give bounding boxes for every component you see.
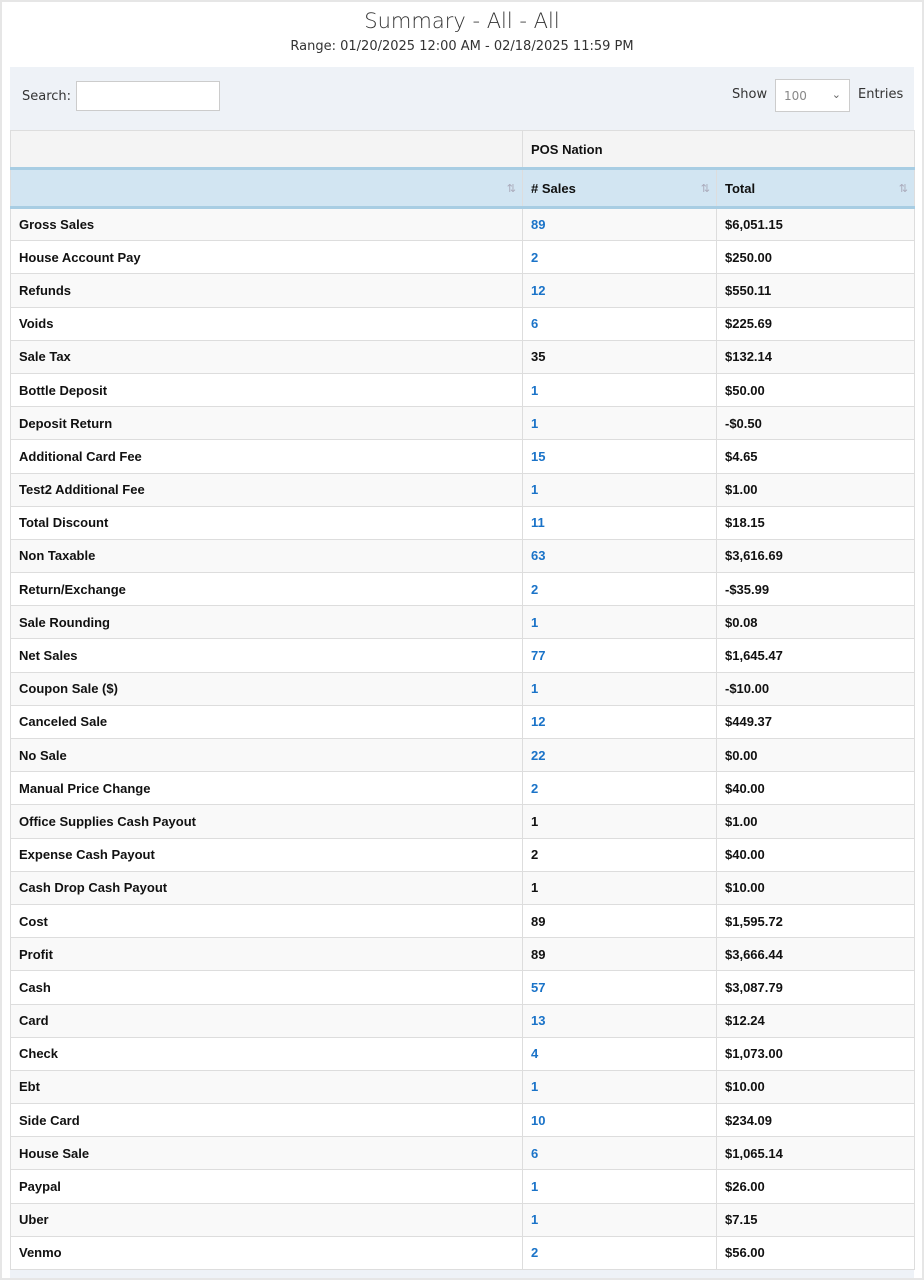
sales-count-link[interactable]: 2 xyxy=(523,241,717,274)
sales-count-link[interactable]: 77 xyxy=(523,639,717,672)
sales-count-link[interactable]: 2 xyxy=(523,772,717,805)
row-label: Ebt xyxy=(11,1070,523,1103)
row-total: $1,595.72 xyxy=(717,904,915,937)
sales-count: 89 xyxy=(523,938,717,971)
sales-count-link[interactable]: 6 xyxy=(523,307,717,340)
page-title: Summary - All - All xyxy=(364,9,560,33)
row-total: -$0.50 xyxy=(717,407,915,440)
sales-count-link[interactable]: 1 xyxy=(523,1170,717,1203)
row-label: Refunds xyxy=(11,274,523,307)
row-total: $0.00 xyxy=(717,739,915,772)
sales-count-link[interactable]: 1 xyxy=(523,672,717,705)
row-total: $1,073.00 xyxy=(717,1037,915,1070)
table-row xyxy=(11,639,915,672)
row-label: Gross Sales xyxy=(11,208,523,241)
row-label: House Sale xyxy=(11,1137,523,1170)
table-row xyxy=(11,407,915,440)
table-row xyxy=(11,1004,915,1037)
row-label: Net Sales xyxy=(11,639,523,672)
row-total: $449.37 xyxy=(717,705,915,738)
row-total: $18.15 xyxy=(717,506,915,539)
row-label: Uber xyxy=(11,1203,523,1236)
sales-count-link[interactable]: 11 xyxy=(523,506,717,539)
row-label: Paypal xyxy=(11,1170,523,1203)
table-row xyxy=(11,241,915,274)
row-total: -$35.99 xyxy=(717,573,915,606)
sales-count-link[interactable]: 4 xyxy=(523,1037,717,1070)
table-row xyxy=(11,1170,915,1203)
table-row xyxy=(11,506,915,539)
row-total: $40.00 xyxy=(717,838,915,871)
row-label: Non Taxable xyxy=(11,539,523,572)
row-label: Canceled Sale xyxy=(11,705,523,738)
table-row xyxy=(11,573,915,606)
table-row xyxy=(11,938,915,971)
table-row xyxy=(11,1037,915,1070)
table-row xyxy=(11,606,915,639)
sales-count: 1 xyxy=(523,805,717,838)
row-total: $0.08 xyxy=(717,606,915,639)
table-row xyxy=(11,971,915,1004)
row-label: Manual Price Change xyxy=(11,772,523,805)
table-row xyxy=(11,1070,915,1103)
sales-count-link[interactable]: 13 xyxy=(523,1004,717,1037)
row-total: $225.69 xyxy=(717,307,915,340)
row-label: Cash xyxy=(11,971,523,1004)
row-total: $3,616.69 xyxy=(717,539,915,572)
date-range: Range: 01/20/2025 12:00 AM - 02/18/2025 11:59 PM xyxy=(290,39,634,54)
row-total: $3,666.44 xyxy=(717,938,915,971)
row-label: Voids xyxy=(11,307,523,340)
sales-count-link[interactable]: 15 xyxy=(523,440,717,473)
show-label: Show xyxy=(732,87,768,102)
table-row xyxy=(11,274,915,307)
table-row xyxy=(11,672,915,705)
row-total: $550.11 xyxy=(717,274,915,307)
sales-count-link[interactable]: 1 xyxy=(523,373,717,406)
row-label: Office Supplies Cash Payout xyxy=(11,805,523,838)
table-row xyxy=(11,373,915,406)
row-total: $50.00 xyxy=(717,373,915,406)
table-row xyxy=(11,838,915,871)
row-total: $4.65 xyxy=(717,440,915,473)
row-label: Expense Cash Payout xyxy=(11,838,523,871)
row-label: Cost xyxy=(11,904,523,937)
row-total: $234.09 xyxy=(717,1104,915,1137)
table-row xyxy=(11,705,915,738)
row-label: House Account Pay xyxy=(11,241,523,274)
sales-count-link[interactable]: 2 xyxy=(523,1236,717,1269)
sales-count-link[interactable]: 57 xyxy=(523,971,717,1004)
entries-label: Entries xyxy=(858,87,904,102)
table-row xyxy=(11,1236,915,1269)
row-total: $1.00 xyxy=(717,805,915,838)
sales-count-link[interactable]: 2 xyxy=(523,573,717,606)
sales-count-link[interactable]: 63 xyxy=(523,539,717,572)
row-total: $26.00 xyxy=(717,1170,915,1203)
sales-header: # Sales xyxy=(531,180,576,196)
group-header: POS Nation xyxy=(523,131,915,169)
row-total: $3,087.79 xyxy=(717,971,915,1004)
table-row xyxy=(11,739,915,772)
row-label: Side Card xyxy=(11,1104,523,1137)
sales-count-link[interactable]: 12 xyxy=(523,705,717,738)
report-frame xyxy=(2,2,922,1278)
sales-count-link[interactable]: 10 xyxy=(523,1104,717,1137)
table-row xyxy=(11,904,915,937)
row-label: Profit xyxy=(11,938,523,971)
table-row xyxy=(11,772,915,805)
row-total: $132.14 xyxy=(717,340,915,373)
sort-icon: ⇅ xyxy=(506,183,516,195)
sales-count-link[interactable]: 1 xyxy=(523,473,717,506)
row-label: Card xyxy=(11,1004,523,1037)
search-label: Search: xyxy=(22,89,72,104)
row-total: $7.15 xyxy=(717,1203,915,1236)
row-total: $40.00 xyxy=(717,772,915,805)
row-total: -$10.00 xyxy=(717,672,915,705)
row-label: Deposit Return xyxy=(11,407,523,440)
row-total: $10.00 xyxy=(717,1070,915,1103)
row-label: Return/Exchange xyxy=(11,573,523,606)
sales-count-link[interactable]: 12 xyxy=(523,274,717,307)
entries-select[interactable] xyxy=(775,79,850,112)
table-row xyxy=(11,1137,915,1170)
row-label: Coupon Sale ($) xyxy=(11,672,523,705)
row-total: $250.00 xyxy=(717,241,915,274)
sort-name-column[interactable] xyxy=(11,169,523,208)
row-label: Check xyxy=(11,1037,523,1070)
row-total: $6,051.15 xyxy=(717,208,915,241)
row-total: $10.00 xyxy=(717,871,915,904)
table-row xyxy=(11,307,915,340)
sort-icon: ⇅ xyxy=(700,183,710,195)
sales-count-link[interactable]: 1 xyxy=(523,1203,717,1236)
sales-count-link[interactable]: 6 xyxy=(523,1137,717,1170)
row-label: No Sale xyxy=(11,739,523,772)
sales-count-link[interactable]: 22 xyxy=(523,739,717,772)
sales-count: 1 xyxy=(523,871,717,904)
row-total: $1,645.47 xyxy=(717,639,915,672)
row-label: Total Discount xyxy=(11,506,523,539)
row-label: Cash Drop Cash Payout xyxy=(11,871,523,904)
sales-count-link[interactable]: 1 xyxy=(523,407,717,440)
row-label: Additional Card Fee xyxy=(11,440,523,473)
row-total: $1,065.14 xyxy=(717,1137,915,1170)
row-label: Bottle Deposit xyxy=(11,373,523,406)
table-row xyxy=(11,473,915,506)
table-row xyxy=(11,208,915,241)
row-label: Sale Rounding xyxy=(11,606,523,639)
row-label: Test2 Additional Fee xyxy=(11,473,523,506)
table-row xyxy=(11,539,915,572)
summary-table xyxy=(10,130,915,1270)
sales-count-link[interactable]: 1 xyxy=(523,606,717,639)
table-row xyxy=(11,805,915,838)
row-total: $1.00 xyxy=(717,473,915,506)
total-header: Total xyxy=(725,180,756,196)
sales-count-link[interactable]: 1 xyxy=(523,1070,717,1103)
table-row xyxy=(11,871,915,904)
sales-count: 2 xyxy=(523,838,717,871)
sort-sales-column[interactable] xyxy=(523,169,717,208)
table-row xyxy=(11,1203,915,1236)
chevron-down-icon: ⌄ xyxy=(831,88,841,101)
sort-total-column[interactable] xyxy=(717,169,915,208)
table-panel xyxy=(10,67,914,1278)
sales-count-link[interactable]: 89 xyxy=(523,208,717,241)
search-input[interactable] xyxy=(76,81,220,111)
row-total: $56.00 xyxy=(717,1236,915,1269)
table-row xyxy=(11,440,915,473)
table-toolbar xyxy=(10,67,914,130)
sales-count: 35 xyxy=(523,340,717,373)
empty-header xyxy=(11,131,523,169)
row-label: Sale Tax xyxy=(11,340,523,373)
sales-count: 89 xyxy=(523,904,717,937)
table-row xyxy=(11,340,915,373)
sort-icon: ⇅ xyxy=(898,183,909,195)
entries-value: 100 xyxy=(784,89,807,103)
table-row xyxy=(11,1104,915,1137)
row-label: Venmo xyxy=(11,1236,523,1269)
row-total: $12.24 xyxy=(717,1004,915,1037)
